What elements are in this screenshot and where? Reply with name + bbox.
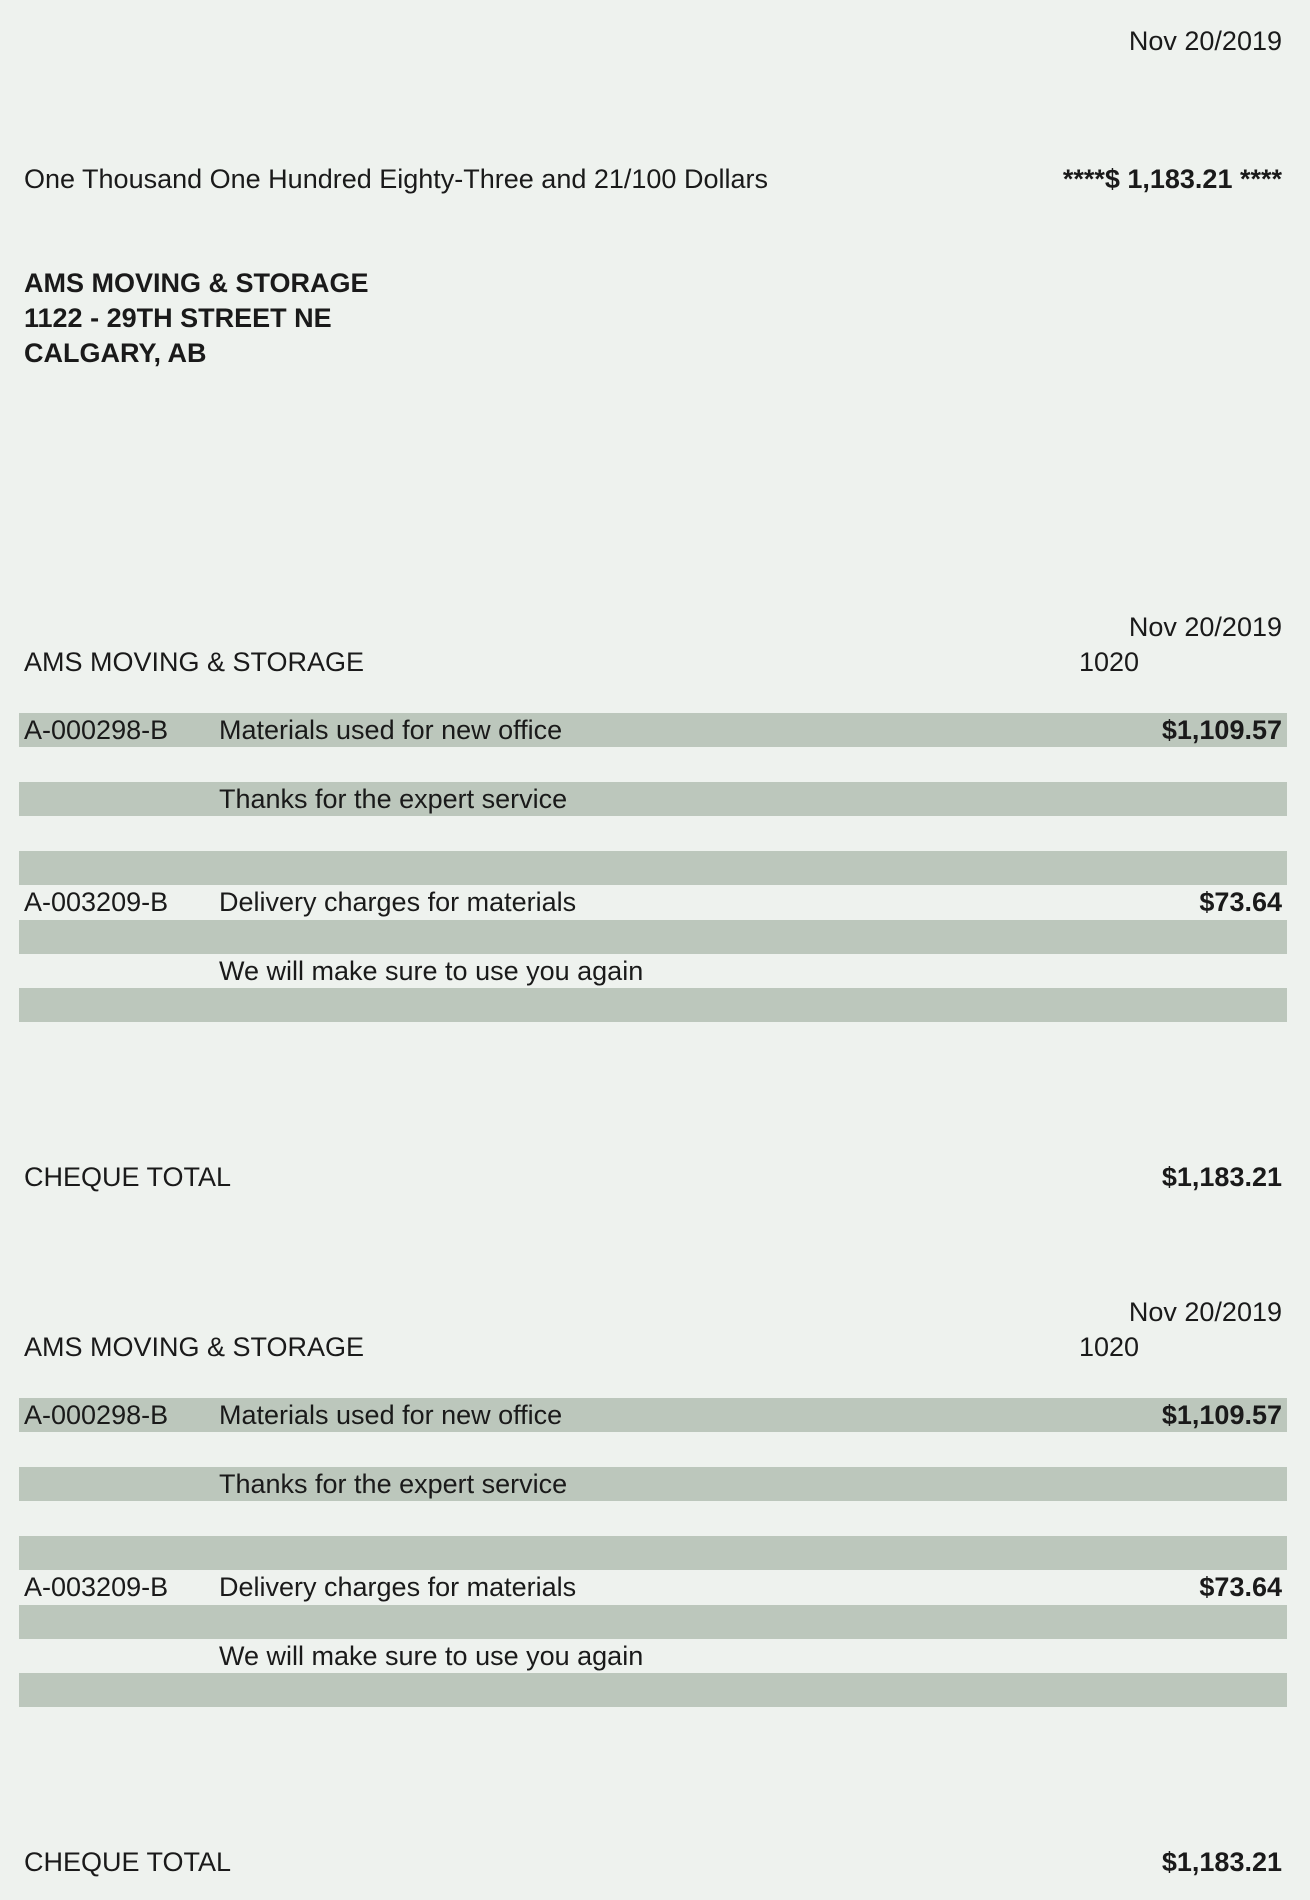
- cheque-date: Nov 20/2019: [1128, 26, 1282, 56]
- payee-street: 1122 - 29TH STREET NE: [24, 303, 332, 333]
- cheque-total-amount: $1,183.21: [1161, 1162, 1282, 1192]
- invoice-memo: We will make sure to use you again: [219, 1641, 644, 1671]
- row-band: [19, 1398, 1287, 1432]
- amount-in-words: One Thousand One Hundred Eighty-Three and 21/100 Dollars: [24, 164, 768, 194]
- cheque-stub: [0, 612, 1310, 1212]
- cheque-total-amount: $1,183.21: [1161, 1847, 1282, 1877]
- row-band: [19, 1605, 1287, 1639]
- invoice-ref: A-000298-B: [24, 1400, 169, 1430]
- invoice-ref: A-003209-B: [24, 1572, 169, 1602]
- invoice-ref: A-000298-B: [24, 715, 169, 745]
- row-band: [19, 782, 1287, 816]
- invoice-description: Delivery charges for materials: [219, 1572, 577, 1602]
- stub-cheque-number: 1020: [1079, 647, 1140, 677]
- cheque-total-label: CHEQUE TOTAL: [24, 1162, 232, 1192]
- invoice-amount: $1,109.57: [1161, 715, 1282, 745]
- payee-name: AMS MOVING & STORAGE: [24, 268, 369, 298]
- row-band: [19, 920, 1287, 954]
- invoice-memo: Thanks for the expert service: [219, 784, 568, 814]
- row-band: [19, 1467, 1287, 1501]
- invoice-memo: We will make sure to use you again: [219, 956, 644, 986]
- invoice-memo: Thanks for the expert service: [219, 1469, 568, 1499]
- invoice-description: Materials used for new office: [219, 1400, 563, 1430]
- row-band: [19, 1673, 1287, 1707]
- stub-date: Nov 20/2019: [1128, 1297, 1282, 1327]
- row-band: [19, 713, 1287, 747]
- invoice-amount: $73.64: [1199, 1572, 1282, 1602]
- invoice-ref: A-003209-B: [24, 887, 169, 917]
- payee-address: [24, 266, 369, 371]
- invoice-amount: $73.64: [1199, 887, 1282, 917]
- cheque-stub: [0, 1297, 1310, 1897]
- stub-payee: AMS MOVING & STORAGE: [24, 1332, 365, 1362]
- amount-in-figures: ****$ 1,183.21 ****: [1062, 164, 1282, 194]
- row-band: [19, 1536, 1287, 1570]
- stub-cheque-number: 1020: [1079, 1332, 1140, 1362]
- stub-date: Nov 20/2019: [1128, 612, 1282, 642]
- invoice-amount: $1,109.57: [1161, 1400, 1282, 1430]
- invoice-description: Materials used for new office: [219, 715, 563, 745]
- invoice-description: Delivery charges for materials: [219, 887, 577, 917]
- cheque-total-label: CHEQUE TOTAL: [24, 1847, 232, 1877]
- row-band: [19, 988, 1287, 1022]
- row-band: [19, 851, 1287, 885]
- payee-city: CALGARY, AB: [24, 338, 207, 368]
- stub-payee: AMS MOVING & STORAGE: [24, 647, 365, 677]
